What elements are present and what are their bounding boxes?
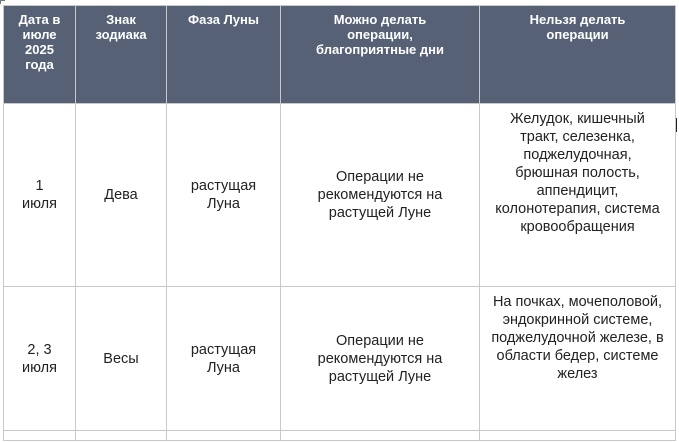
table-row: [4, 287, 676, 431]
moon-calendar-table: [3, 5, 676, 441]
cell-allowed: Операции не рекомендуются на растущей Луне: [281, 104, 480, 287]
corner-mark: [0, 0, 5, 4]
cell-forbidden: На почках, мочеполовой, эндокринной системе, поджелудочной железе, в области бедер, системе желез: [480, 287, 676, 431]
cell-empty: [480, 431, 676, 441]
header-forbidden: Нельзя делать операции: [480, 6, 676, 104]
cell-forbidden: Желудок, кишечный тракт, селезенка, поджелудочная, брюшная полость, аппендицит, колонотерапия, система кровообращения: [480, 104, 676, 287]
cell-allowed: Операции не рекомендуются на растущей Луне: [281, 287, 480, 431]
header-date: Дата в июле 2025 года: [4, 6, 76, 104]
cell-date: 1 июля: [4, 104, 76, 287]
header-allowed: Можно делать операции, благоприятные дни: [281, 6, 480, 104]
cell-empty: [167, 431, 281, 441]
table-row: [4, 104, 676, 287]
cell-empty: [281, 431, 480, 441]
cell-empty: [4, 431, 76, 441]
table-header-row: [4, 6, 676, 104]
cell-date: 2, 3 июля: [4, 287, 76, 431]
cell-moon-phase: растущая Луна: [167, 104, 281, 287]
table-row-partial: [4, 431, 676, 441]
header-zodiac: Знак зодиака: [76, 6, 167, 104]
header-moon-phase: Фаза Луны: [167, 6, 281, 104]
cell-moon-phase: растущая Луна: [167, 287, 281, 431]
cell-zodiac: Дева: [76, 104, 167, 287]
cell-zodiac: Весы: [76, 287, 167, 431]
cell-empty: [76, 431, 167, 441]
